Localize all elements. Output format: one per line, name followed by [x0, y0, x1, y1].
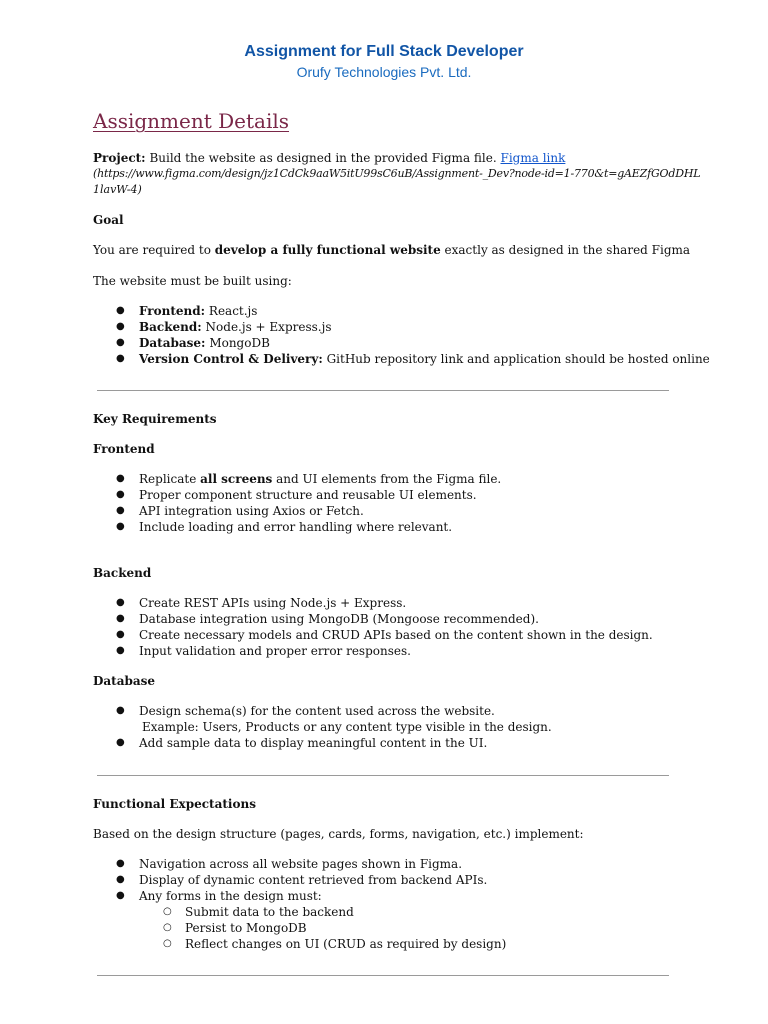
stack-value: React.js: [205, 304, 258, 318]
project-label: Project:: [93, 151, 146, 165]
bullet: ●: [116, 505, 125, 516]
frontend-item: [139, 471, 501, 487]
bullet: ●: [116, 353, 125, 364]
frontend-item-suffix: and UI elements from the Figma file.: [272, 472, 502, 486]
stack-label: Database:: [139, 336, 206, 350]
functional-item: Display of dynamic content retrieved from backend APIs.: [139, 873, 488, 887]
circle-bullet: ○: [163, 922, 172, 933]
divider: [97, 390, 669, 391]
functional-intro: Based on the design structure (pages, cards, forms, navigation, etc.) implement:: [93, 827, 584, 841]
frontend-item-bold: all screens: [200, 472, 273, 486]
stack-label: Version Control & Delivery:: [139, 352, 323, 366]
figma-link[interactable]: Figma link: [500, 151, 566, 165]
functional-subitem: Reflect changes on UI (CRUD as required by design): [185, 937, 507, 951]
bullet: ●: [116, 521, 125, 532]
goal-line: [93, 242, 690, 258]
key-requirements-heading: Key Requirements: [93, 412, 217, 426]
bullet: ●: [116, 473, 125, 484]
stack-value: Node.js + Express.js: [201, 320, 332, 334]
frontend-item: Proper component structure and reusable UI elements.: [139, 488, 477, 502]
bullet: ●: [116, 705, 125, 716]
stack-item-version-control: [139, 351, 710, 367]
divider: [97, 975, 669, 976]
figma-url: (https://www.figma.com/design/jz1CdCk9aaW5itU99sC6uB/Assignment-_Dev?node-id=1-770&t=gAEZfGOdDHL: [93, 167, 701, 180]
bullet: ●: [116, 613, 125, 624]
database-item: Design schema(s) for the content used across the website.: [139, 704, 495, 718]
company-name: Orufy Technologies Pvt. Ltd.: [296, 64, 472, 80]
bullet: ●: [116, 645, 125, 656]
goal-line-prefix: You are required to: [93, 243, 215, 257]
bullet: ●: [116, 737, 125, 748]
goal-heading: Goal: [93, 213, 124, 227]
functional-item: Navigation across all website pages shown in Figma.: [139, 857, 463, 871]
bullet: ●: [116, 890, 125, 901]
stack-label: Backend:: [139, 320, 202, 334]
backend-heading: Backend: [93, 566, 152, 580]
frontend-item-prefix: Replicate: [139, 472, 201, 486]
functional-subitem: Persist to MongoDB: [185, 921, 307, 935]
stack-item-frontend: [139, 303, 257, 319]
functional-heading: Functional Expectations: [93, 797, 256, 811]
divider: [97, 775, 669, 776]
bullet: ●: [116, 337, 125, 348]
bullet: ●: [116, 629, 125, 640]
functional-subitem: Submit data to the backend: [185, 905, 354, 919]
bullet: ●: [116, 858, 125, 869]
circle-bullet: ○: [163, 938, 172, 949]
stack-item-backend: [139, 319, 331, 335]
circle-bullet: ○: [163, 906, 172, 917]
stack-value: MongoDB: [205, 336, 270, 350]
assignment-details-heading: Assignment Details: [93, 109, 290, 133]
frontend-item: Include loading and error handling where relevant.: [139, 520, 453, 534]
bullet: ●: [116, 874, 125, 885]
bullet: ●: [116, 597, 125, 608]
built-using-text: The website must be built using:: [93, 274, 292, 288]
bullet: ●: [116, 321, 125, 332]
backend-item: Create necessary models and CRUD APIs based on the content shown in the design.: [139, 628, 653, 642]
stack-item-database: [139, 335, 270, 351]
goal-line-suffix: exactly as designed in the shared Figma: [440, 243, 691, 257]
bullet: ●: [116, 489, 125, 500]
database-example: Example: Users, Products or any content type visible in the design.: [142, 720, 552, 734]
bullet: ●: [116, 305, 125, 316]
goal-line-bold: develop a fully functional website: [214, 243, 441, 257]
backend-item: Create REST APIs using Node.js + Express.: [139, 596, 407, 610]
backend-item: Database integration using MongoDB (Mongoose recommended).: [139, 612, 539, 626]
database-item: Add sample data to display meaningful content in the UI.: [139, 736, 488, 750]
frontend-item: API integration using Axios or Fetch.: [139, 504, 364, 518]
project-text: Build the website as designed in the provided Figma file.: [149, 151, 497, 165]
database-heading: Database: [93, 674, 156, 688]
frontend-heading: Frontend: [93, 442, 155, 456]
functional-item: Any forms in the design must:: [139, 889, 322, 903]
figma-url-cont: 1lavW-4): [93, 183, 142, 196]
project-line: [93, 150, 565, 166]
stack-value: GitHub repository link and application should be hosted online: [322, 352, 710, 366]
stack-label: Frontend:: [139, 304, 206, 318]
backend-item: Input validation and proper error responses.: [139, 644, 411, 658]
document-title: Assignment for Full Stack Developer: [244, 43, 524, 60]
